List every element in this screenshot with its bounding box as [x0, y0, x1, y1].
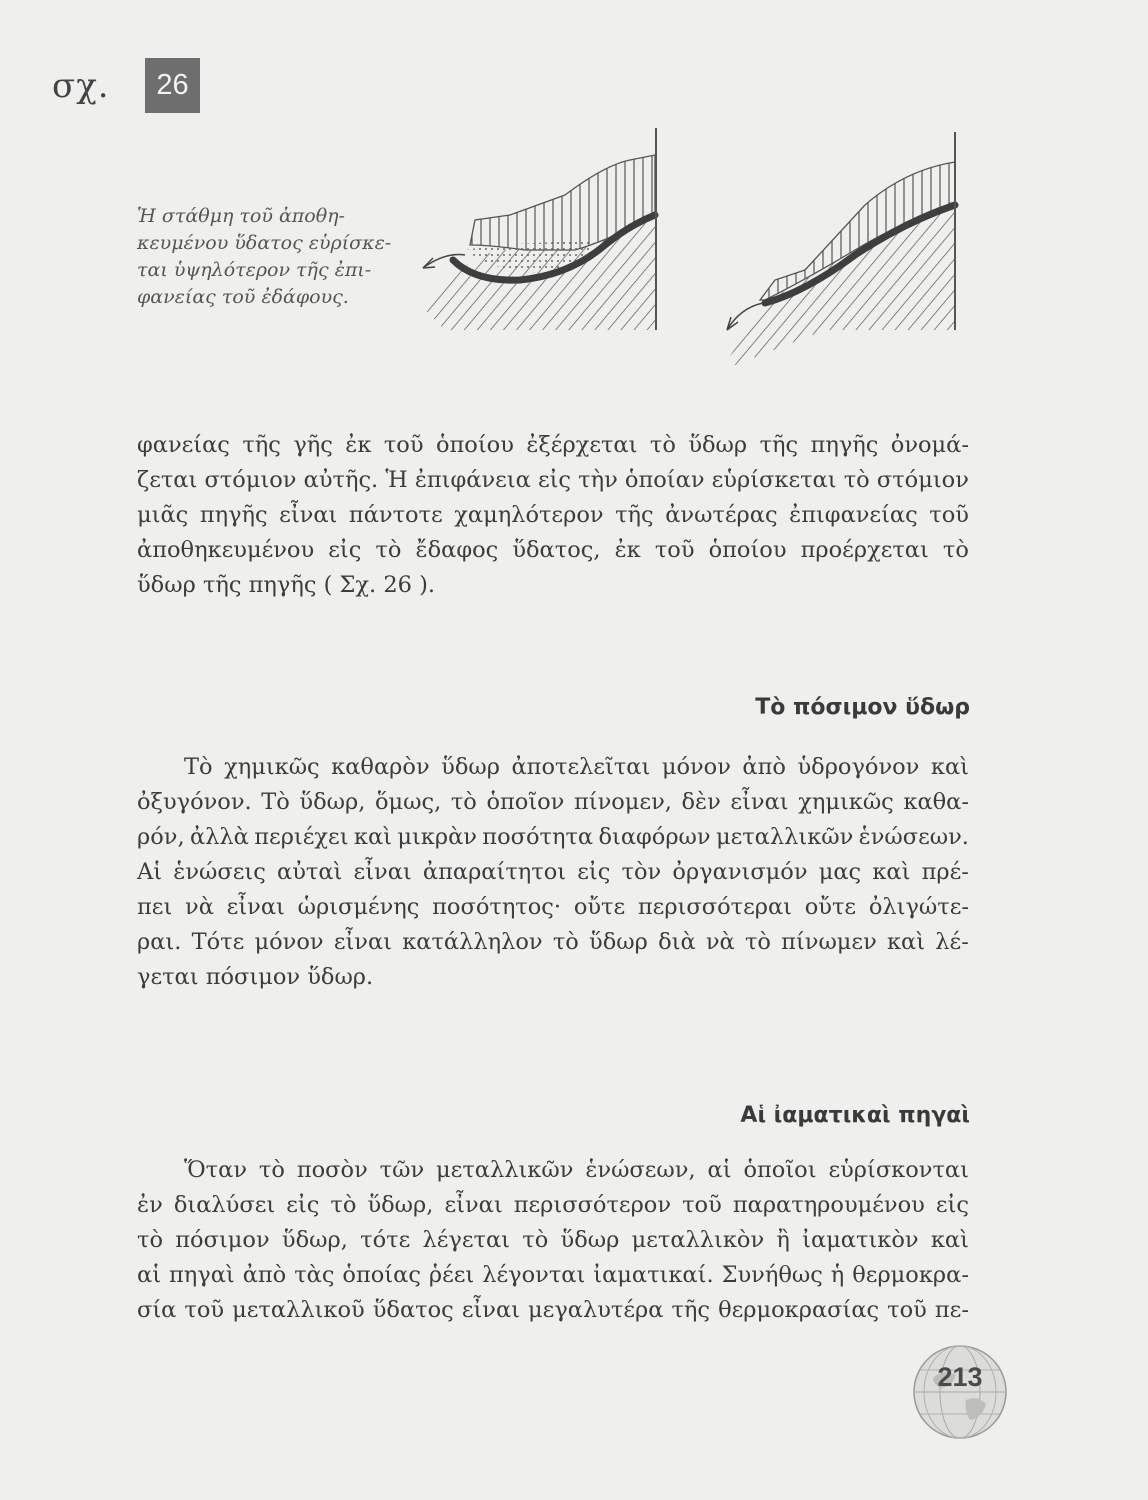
heading-healing-springs: Αἱ ἰαματικαὶ πηγαὶ: [740, 1103, 970, 1128]
right-arrowhead: [727, 317, 738, 330]
figure-number-box: 26: [145, 58, 200, 113]
text-line: φανείας τῆς γῆς ἐκ τοῦ ὁποίου ἐξέρχεται τὸ ὕδωρ τῆς πηγῆς ὀνομά-: [137, 432, 969, 458]
text-line: ὀξυγόνον. Τὸ ὕδωρ, ὅμως, τὸ ὁποῖον πίνομεν, δὲν εἶναι χημικῶς καθα-: [137, 789, 969, 815]
page-number: 213: [937, 1362, 983, 1392]
right-spring-diagram: [725, 132, 955, 365]
text-line: γεται πόσιμον ὕδωρ.: [137, 964, 374, 990]
text-line: ζεται στόμιον αὐτῆς. Ἡ ἐπιφάνεια εἰς τὴν ὁποίαν εὑρίσκεται τὸ στόμιον: [137, 467, 969, 493]
left-spring-diagram: [423, 128, 656, 330]
figure-label: σχ.: [52, 66, 110, 106]
text-line: σία τοῦ μεταλλικοῦ ὕδατος εἶναι μεγαλυτέρα τῆς θερμοκρασίας τοῦ πε-: [137, 1297, 969, 1323]
paragraph-spring-mouth: [137, 428, 969, 603]
text-line: ὕδωρ τῆς πηγῆς ( Σχ. 26 ).: [137, 572, 436, 598]
paragraph-drinking-water: [137, 750, 969, 995]
figure-caption: [137, 203, 405, 311]
text-line: Τὸ χημικῶς καθαρὸν ὕδωρ ἀποτελεῖται μόνον ἀπὸ ὑδρογόνον καὶ: [184, 754, 969, 780]
heading-drinking-water: Τὸ πόσιμον ὕδωρ: [755, 695, 970, 720]
text-line: ραι. Τότε μόνον εἶναι κατάλληλον τὸ ὕδωρ διὰ νὰ τὸ πίνωμεν καὶ λέ-: [137, 929, 969, 955]
caption-line: κευμένου ὕδατος εὑρίσκε-: [137, 232, 392, 254]
text-line: αἱ πηγαὶ ἀπὸ τὰς ὁποίας ῥέει λέγονται ἰαματικαί. Συνήθως ἡ θερμοκρα-: [137, 1262, 969, 1288]
caption-line: φανείας τοῦ ἐδάφους.: [137, 286, 349, 308]
text-line: ἀποθηκευμένου εἰς τὸ ἔδαφος ὕδατος, ἐκ τοῦ ὁποίου προέρχεται τὸ: [137, 537, 969, 563]
text-line: ρόν, ἀλλὰ περιέχει καὶ μικρὰν ποσότητα διαφόρων μεταλλικῶν ἑνώσεων.: [137, 824, 969, 850]
caption-line: ται ὑψηλότερον τῆς ἐπι-: [137, 259, 372, 281]
left-arrowhead: [423, 258, 435, 268]
text-line: τὸ πόσιμον ὕδωρ, τότε λέγεται τὸ ὕδωρ μεταλλικὸν ἢ ἰαματικὸν καὶ: [137, 1227, 969, 1253]
text-line: μιᾶς πηγῆς εἶναι πάντοτε χαμηλότερον τῆς ἀνωτέρας ἐπιφανείας τοῦ: [137, 502, 969, 528]
paragraph-healing-springs: [137, 1153, 969, 1328]
text-line: Ὅταν τὸ ποσὸν τῶν μεταλλικῶν ἑνώσεων, αἱ ὁποῖοι εὑρίσκονται: [184, 1157, 969, 1183]
text-line: πει νὰ εἶναι ὡρισμένης ποσότητος· οὔτε περισσότεραι οὔτε ὀλιγώτε-: [137, 894, 969, 920]
caption-line: Ἡ στάθμη τοῦ ἀποθη-: [137, 205, 345, 227]
spring-diagram: [405, 120, 975, 370]
text-line: Αἱ ἑνώσεις αὐταὶ εἶναι ἀπαραίτητοι εἰς τὸν ὀργανισμόν μας καὶ πρέ-: [137, 859, 969, 885]
text-line: ἐν διαλύσει εἰς τὸ ὕδωρ, εἶναι περισσότερον τοῦ παρατηρουμένου εἰς: [137, 1192, 969, 1218]
right-ground-hatch: [725, 200, 955, 365]
